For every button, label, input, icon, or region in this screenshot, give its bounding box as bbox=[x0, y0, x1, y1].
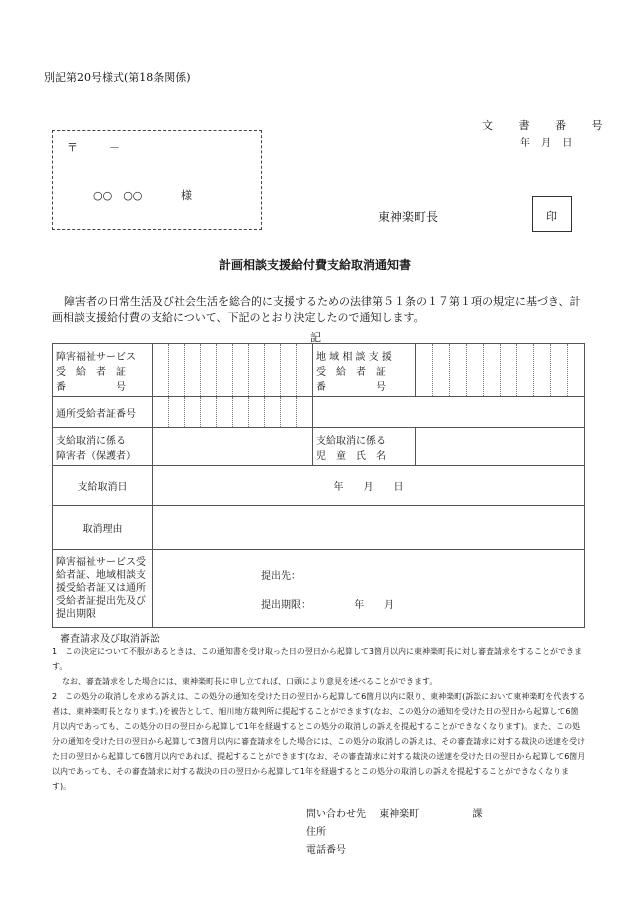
cancel-child-label: 支給取消に係る 児 童 氏 名 bbox=[313, 428, 416, 466]
contact-block bbox=[306, 806, 482, 860]
cancel-date-label: 支給取消日 bbox=[53, 466, 153, 506]
day-cert-number-cells bbox=[153, 397, 313, 428]
submit-to: 提出先： bbox=[261, 570, 301, 582]
seal-label: 印 bbox=[546, 210, 557, 223]
day-cert-empty bbox=[313, 397, 585, 428]
form-table bbox=[52, 343, 585, 628]
contact-dept: 課 bbox=[472, 809, 483, 820]
recipient-honorific: 様 bbox=[181, 189, 192, 202]
appeal-heading: 審査請求及び取消訴訟 bbox=[60, 634, 160, 645]
reason-label: 取消理由 bbox=[53, 506, 153, 550]
body-paragraph: 障害者の日常生活及び社会生活を総合的に支援するための法律第５１条の１７第１項の規定に基づき、計画相談支援給付費の支給について、下記のとおり決定したので通知します。 bbox=[52, 295, 581, 324]
contact-org: 東神楽町 bbox=[379, 809, 420, 820]
table-row bbox=[53, 550, 585, 628]
welfare-cert-number-cells bbox=[153, 344, 313, 397]
postal-dash: － bbox=[109, 141, 120, 154]
contact-line bbox=[306, 806, 482, 824]
table-row bbox=[53, 344, 585, 397]
form-id: 別記第20号様式(第18条関係) bbox=[44, 71, 191, 84]
cancel-child-value bbox=[416, 428, 585, 466]
reason-value bbox=[153, 506, 585, 550]
cancel-date-value: 年 月 日 bbox=[153, 466, 585, 506]
submit-value bbox=[153, 550, 585, 628]
address-box bbox=[52, 130, 262, 230]
welfare-cert-label: 障害福祉サービス 受 給 者 証 番 号 bbox=[53, 344, 153, 397]
postal-mark: 〒 bbox=[67, 141, 78, 154]
cancel-person-value bbox=[153, 428, 313, 466]
submit-label: 障害福祉サービス受 給者証、地域相談支 援受給者証又は通所 受給者証提出先及び 提出期限 bbox=[53, 550, 153, 628]
contact-label: 問い合わせ先 bbox=[306, 809, 366, 820]
recipient-name: ○○ ○○ bbox=[93, 189, 143, 202]
seal-box bbox=[532, 196, 572, 232]
consult-cert-label: 地 域 相 談 支 援 受 給 者 証 番 号 bbox=[313, 344, 416, 397]
note-1a: 1 この決定について不服があるときは、この通知書を受け取った日の翌日から起算して3箇月以内に東神楽町長に対し審査請求をすることができます。 bbox=[52, 647, 583, 671]
note-2: 2 この処分の取消しを求める訴えは、この処分の通知を受けた日の翌日から起算して6箇月以内に限り、東神楽町(訴訟において東神楽町を代表する者は、東神楽町長となります。)を被告として、旭川地方裁判所に提起することができます(なお、この処分の通知を受けた日の翌日から起算して6箇月以内であっても、この処分の日の翌日から起算して1年を経過するとこの処分の取消しの訴えを提起することができなくなります)。また、この処分の通知を受けた日の翌日から起算して3箇月以内に審査請求をした場合には、この処分の取消しの訴えは、その審査請求に対する裁決の送達を受けた日の翌日から起算して6箇月以内であれば、提起することができます(なお、その審査請求に対する裁決の送達を受けた日の翌日から起算して6箇月以内であっても、その審査請求に対する裁決の日の翌日から起算して1年を経過するとこの処分の取消しの訴えを提起することができなくなります)。 bbox=[52, 692, 586, 791]
note-1b: なお、審査請求をした場合には、東神楽町長に申し立てれば、口頭により意見を述べることができます。 bbox=[62, 677, 438, 686]
table-row bbox=[53, 466, 585, 506]
ki-label: 記 bbox=[310, 331, 321, 344]
doc-number-label: 文 書 番 号 bbox=[482, 119, 614, 132]
issuer-name: 東神楽町長 bbox=[378, 210, 439, 224]
submit-deadline: 提出期限： 年 月 bbox=[261, 599, 395, 611]
issue-date-label: 年 月 日 bbox=[520, 138, 573, 149]
cancel-person-label: 支給取消に係る 障害者（保護者） bbox=[53, 428, 153, 466]
table-row bbox=[53, 397, 585, 428]
appeal-notes bbox=[52, 644, 586, 794]
table-row bbox=[53, 428, 585, 466]
day-cert-label: 通所受給者証番号 bbox=[53, 397, 153, 428]
document-title: 計画相談支援給付費支給取消通知書 bbox=[218, 258, 411, 272]
contact-address: 住所 bbox=[306, 827, 326, 838]
contact-phone: 電話番号 bbox=[306, 845, 346, 856]
table-row bbox=[53, 506, 585, 550]
consult-cert-number-cells bbox=[416, 344, 585, 397]
